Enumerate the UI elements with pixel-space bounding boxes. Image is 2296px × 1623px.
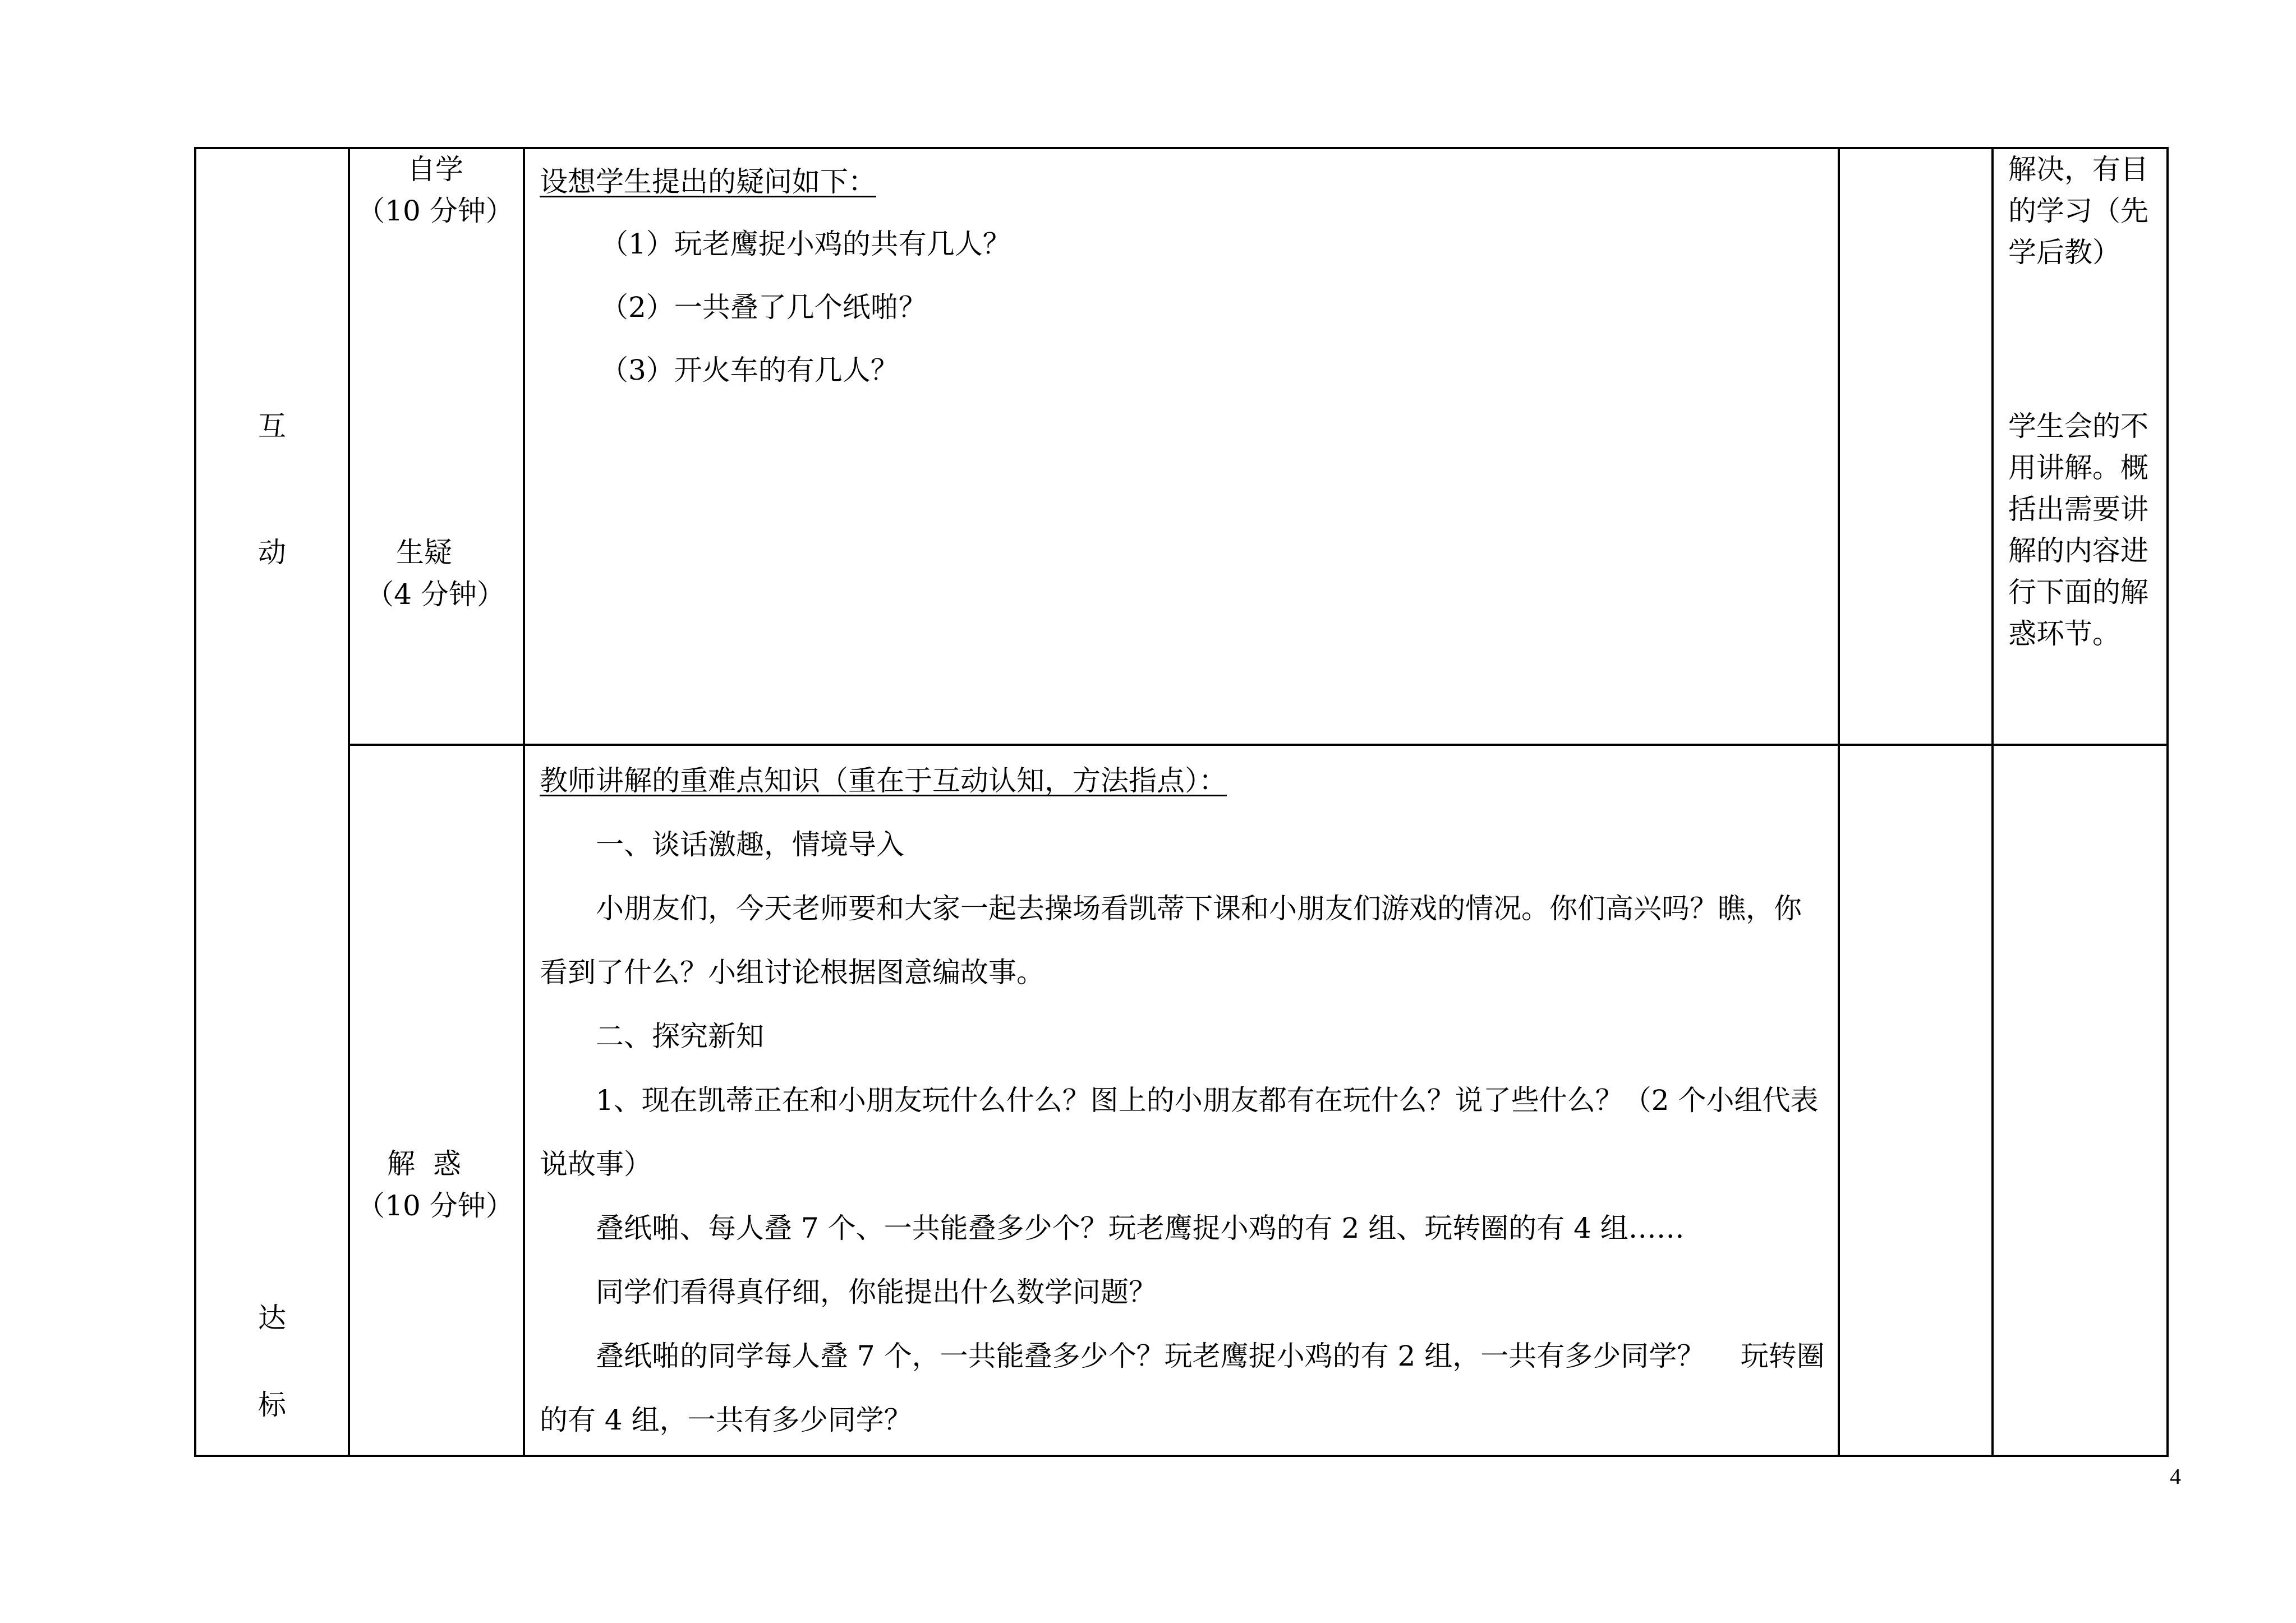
body-line: 叠纸啪、每人叠 7 个、一共能叠多少个？玩老鹰捉小鸡的有 2 组、玩转圈的有 4 组…… [596, 1212, 1685, 1244]
section-label-char: 标 [258, 1389, 286, 1421]
table-border-left [194, 147, 196, 1457]
question-item: （2）一共叠了几个纸啪？ [600, 291, 927, 324]
section-label-char: 互 [258, 410, 286, 442]
stage-title: 自学 [407, 153, 463, 186]
body-line: 小朋友们，今天老师要和大家一起去操场看凯蒂下课和小朋友们游戏的情况。你们高兴吗？瞧，你 [596, 892, 1802, 925]
section-label-char: 动 [258, 536, 286, 569]
body-line: 看到了什么？小组讨论根据图意编故事。 [540, 956, 1045, 989]
table-border-right [2166, 147, 2169, 1457]
stage-duration: （10 分钟） [357, 195, 514, 227]
row-divider [349, 744, 2169, 746]
note-line: 解决，有目 [2008, 153, 2148, 186]
note-line: 学生会的不 [2008, 410, 2148, 442]
column-divider-4 [1991, 147, 1994, 1457]
stage-title: 生疑 [396, 536, 452, 569]
note-line: 学后教） [2008, 236, 2120, 269]
column-divider-1 [348, 147, 350, 1457]
question-item: （3）开火车的有几人？ [600, 354, 899, 386]
column-divider-2 [523, 147, 525, 1457]
note-line: 解的内容进 [2008, 534, 2148, 567]
body-line: 二、探究新知 [596, 1020, 764, 1053]
note-line: 行下面的解 [2008, 576, 2148, 608]
note-line: 括出需要讲 [2008, 493, 2148, 525]
body-line: 同学们看得真仔细，你能提出什么数学问题？ [596, 1276, 1157, 1308]
body-line: 说故事） [540, 1148, 652, 1181]
table-border-bottom [194, 1455, 2169, 1457]
section-heading: 设想学生提出的疑问如下： [540, 165, 876, 198]
body-line: 一、谈话激趣，情境导入 [596, 828, 904, 861]
stage-duration: （10 分钟） [357, 1189, 514, 1222]
note-line: 的学习（先 [2008, 195, 2148, 227]
question-item: （1）玩老鹰捉小鸡的共有几人？ [600, 228, 1011, 260]
column-divider-3 [1838, 147, 1840, 1457]
section-label-char: 达 [258, 1302, 286, 1334]
body-line: 叠纸啪的同学每人叠 7 个，一共能叠多少个？玩老鹰捉小鸡的有 2 组，一共有多少同学？ 玩转圈 [596, 1340, 1825, 1372]
page-number: 4 [2170, 1464, 2181, 1489]
table-border-top [194, 147, 2169, 149]
stage-duration: （4 分钟） [366, 578, 505, 611]
stage-title: 解 惑 [387, 1147, 461, 1180]
section-heading: 教师讲解的重难点知识（重在于互动认知，方法指点）： [540, 764, 1227, 797]
body-line: 的有 4 组，一共有多少同学？ [540, 1404, 912, 1436]
note-line: 惑环节。 [2008, 617, 2120, 650]
note-line: 用讲解。概 [2008, 451, 2148, 484]
body-line: 1、现在凯蒂正在和小朋友玩什么什么？图上的小朋友都有在玩什么？说了些什么？（2 个小组代表 [596, 1084, 1819, 1117]
